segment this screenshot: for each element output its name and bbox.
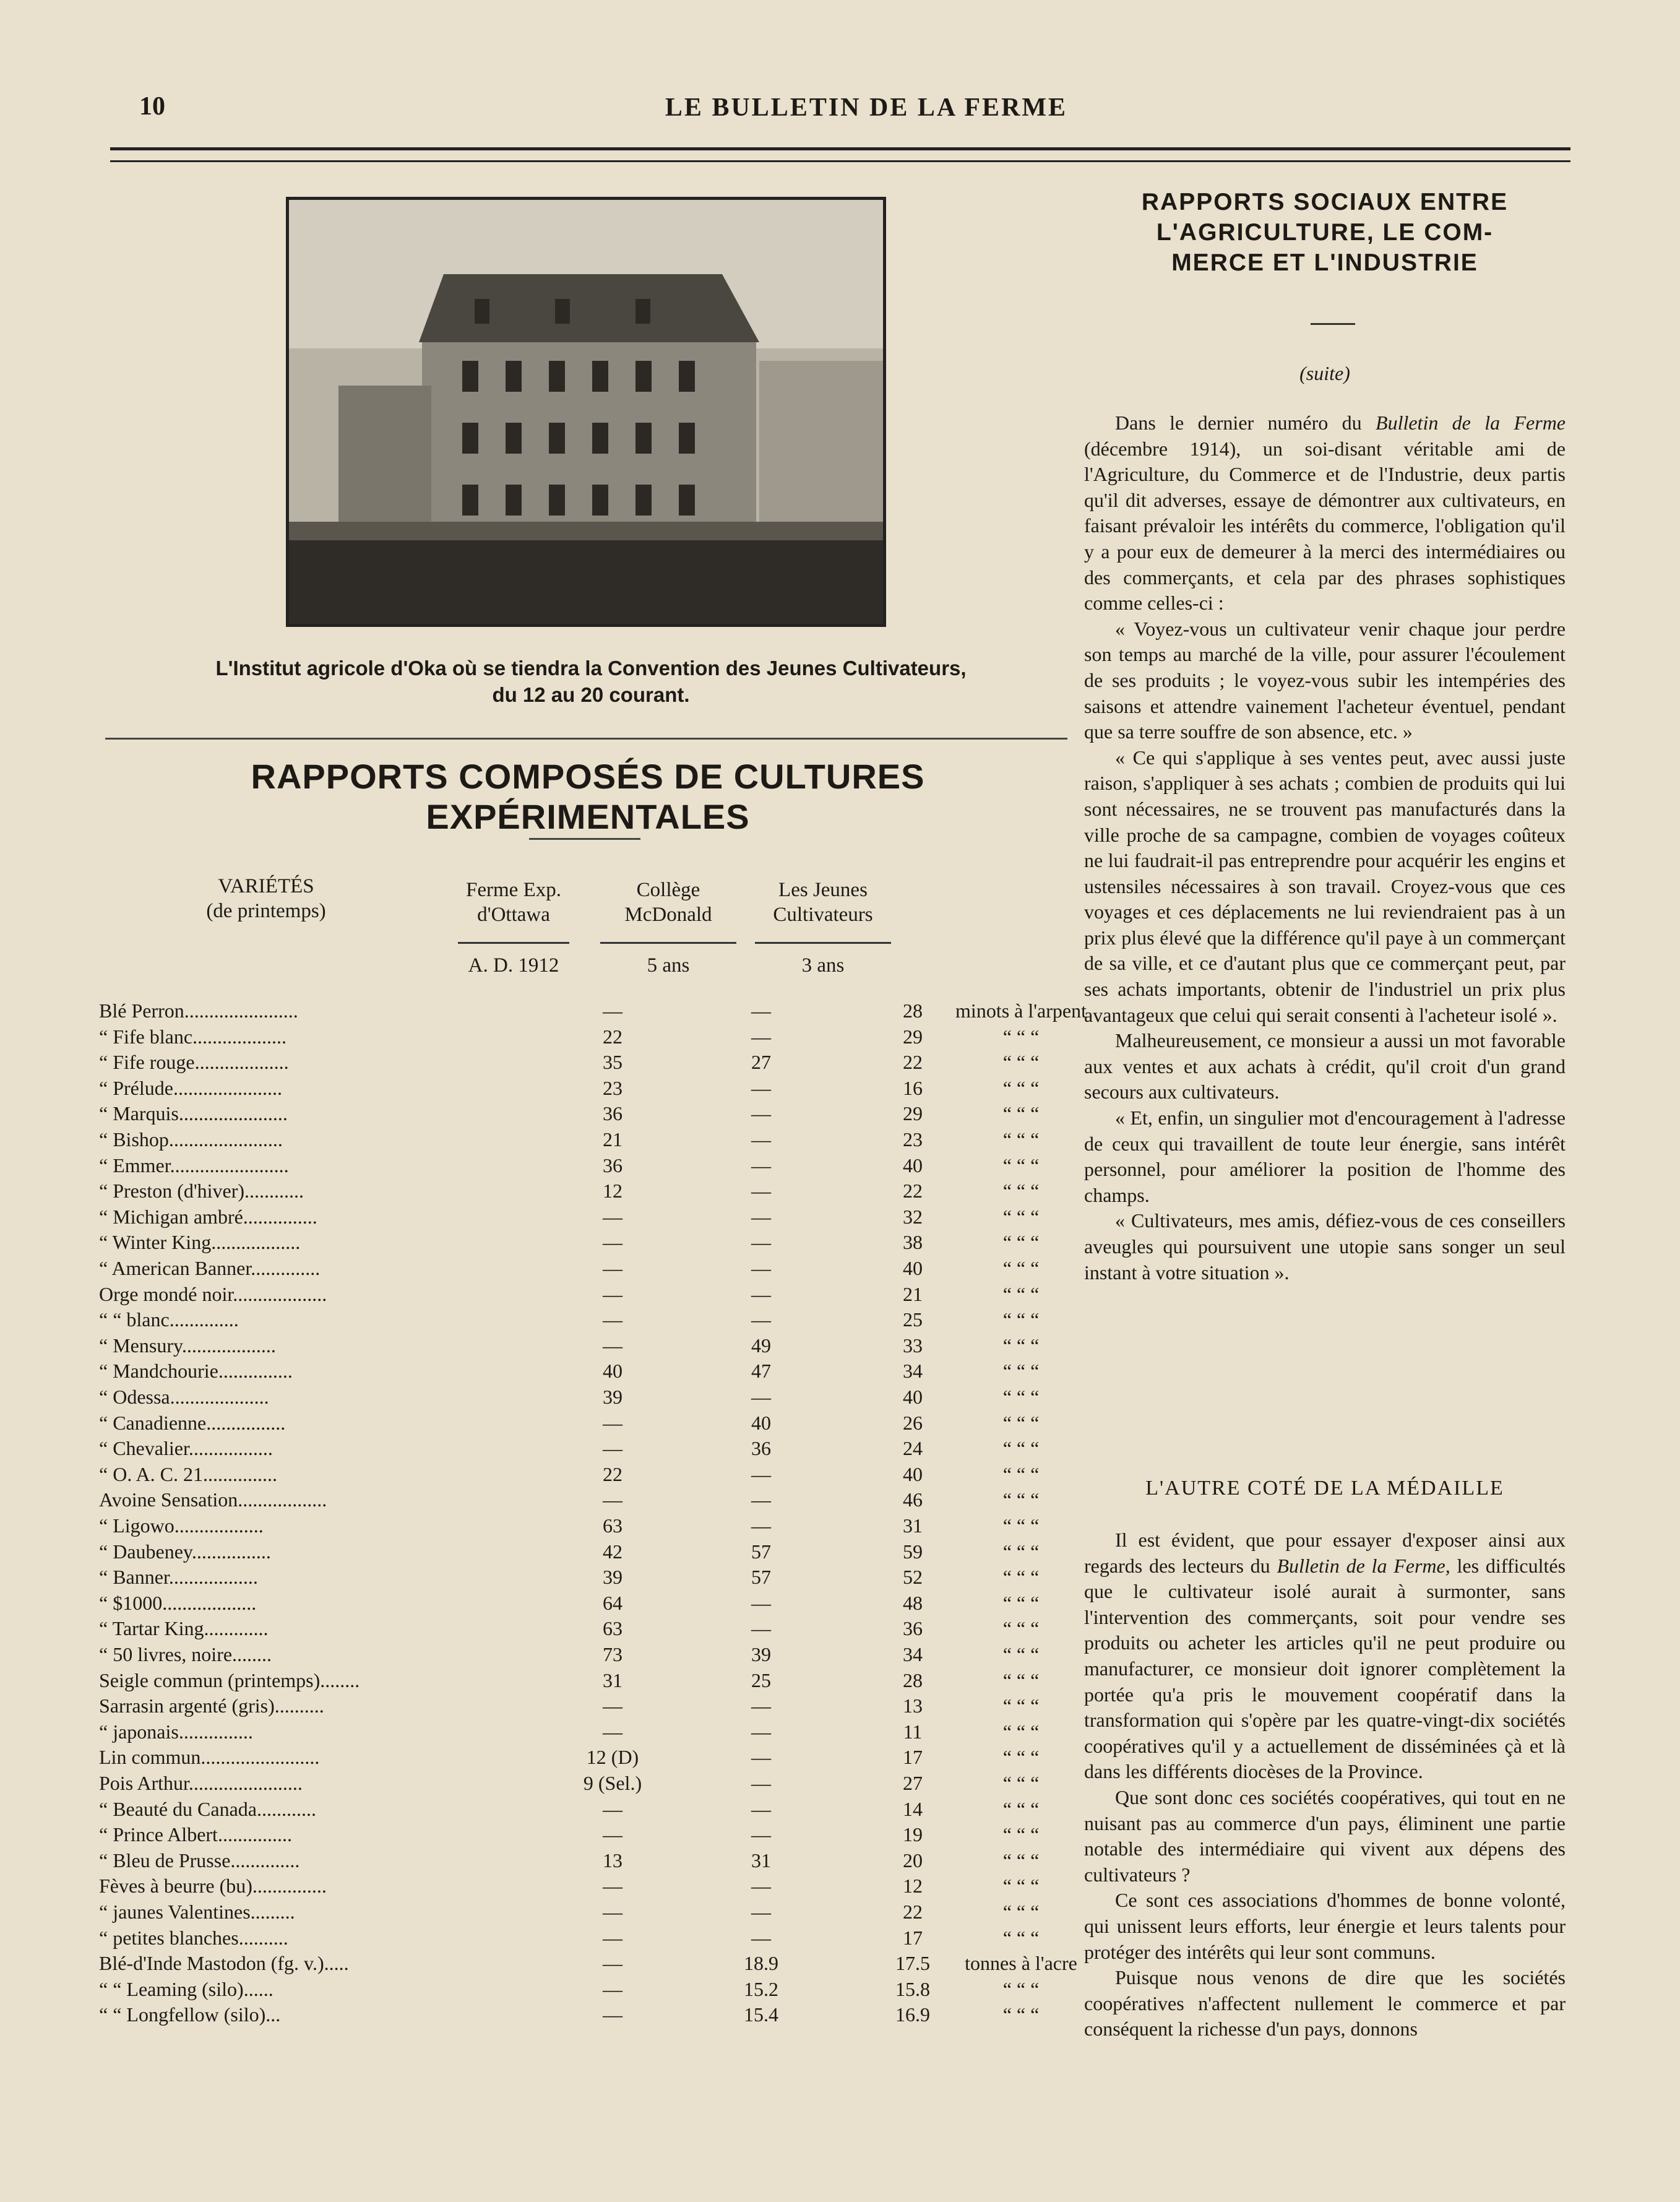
- value-ottawa: —: [603, 1308, 622, 1331]
- value-ottawa: —: [603, 1720, 622, 1743]
- unit-label: “ “ “: [1002, 1231, 1040, 1254]
- unit-label: “ “ “: [1002, 1386, 1040, 1408]
- unit-label: “ “ “: [1002, 1772, 1040, 1794]
- value-jeunes: 15.8: [895, 1977, 930, 2000]
- value-mcdonald: 25: [751, 1669, 771, 1691]
- value-mcdonald: —: [751, 1257, 771, 1279]
- variety-name: “ Chevalier.................: [99, 1437, 273, 1460]
- photo-caption-line1: L'Institut agricole d'Oka où se tiendra la Convention des Jeunes Cultivateurs,: [215, 657, 967, 680]
- value-mcdonald: 47: [751, 1360, 771, 1383]
- unit-label: “ “ “: [1002, 1360, 1040, 1383]
- table-row: [99, 1745, 1077, 1770]
- value-jeunes: 22: [903, 1180, 923, 1202]
- value-jeunes: 28: [903, 1000, 923, 1022]
- column-header-varietes: [130, 874, 402, 923]
- article2-paragraph: Ce sont ces associations d'hommes de bonne volonté, qui unissent leurs efforts, leur énergie et leurs talents pour protéger des intérêts qui leur sont communs.: [1084, 1889, 1566, 1963]
- value-ottawa: 22: [603, 1462, 622, 1485]
- table-row: [99, 1539, 1077, 1565]
- value-ottawa: 12: [603, 1180, 622, 1202]
- unit-label: “ “ “: [1002, 1540, 1040, 1563]
- value-jeunes: 52: [903, 1566, 923, 1589]
- value-ottawa: 35: [603, 1051, 622, 1074]
- photo-caption-line2: du 12 au 20 courant.: [492, 683, 690, 706]
- column-header-jeunes: [749, 878, 897, 927]
- value-jeunes: 26: [903, 1411, 923, 1434]
- table-row: [99, 1436, 1077, 1461]
- variety-name: “ petites blanches..........: [99, 1926, 288, 1949]
- article2-paragraph: [1084, 1527, 1566, 1785]
- value-jeunes: 13: [903, 1695, 923, 1717]
- value-ottawa: —: [603, 1437, 622, 1460]
- value-ottawa: 39: [603, 1566, 622, 1589]
- value-ottawa: —: [603, 1901, 622, 1923]
- variety-name: “ jaunes Valentines.........: [99, 1901, 295, 1923]
- col-jeunes-line1: Les Jeunes: [778, 879, 868, 901]
- table-row: [99, 1024, 1077, 1050]
- unit-label: “ “ “: [1002, 1746, 1040, 1769]
- unit-label: “ “ “: [1002, 1076, 1040, 1099]
- unit-label: “ “ “: [1002, 1591, 1040, 1614]
- table-title: RAPPORTS COMPOSÉS DE CULTURES EXPÉRIMENTALES: [251, 757, 925, 836]
- variety-name: “ Canadienne................: [99, 1411, 286, 1434]
- unit-label: “ “ “: [1002, 1128, 1040, 1151]
- value-jeunes: 22: [903, 1901, 923, 1923]
- value-ottawa: 40: [603, 1360, 622, 1383]
- value-jeunes: 28: [903, 1669, 923, 1691]
- value-jeunes: 17.5: [895, 1952, 930, 1975]
- text-run: les difficultés que le cultivateur isolé aurait à surmonter, sans l'intervention des commerçants, soit pour vendre ses produits ou acheter les articles qu'il ne peut produire ou manufacturer, ce monsieur doit ignorer complètement la portée qu'a pris le mouvement coopératif dans la transformation qui s'opère par les quatre-vingt-dix sociétés coopératives qu'il y a actuellement de disséminées çà et là dans les différents diocèses de la Province.: [1084, 1554, 1566, 1783]
- unit-label: “ “ “: [1002, 1488, 1040, 1511]
- value-jeunes: 27: [903, 1772, 923, 1794]
- section-rule: [105, 738, 1067, 740]
- variety-name: “ japonais...............: [99, 1720, 253, 1743]
- value-jeunes: 29: [903, 1025, 923, 1048]
- variety-name: “ Prélude......................: [99, 1076, 282, 1099]
- variety-name: Blé Perron.......................: [99, 1000, 298, 1022]
- value-ottawa: 9 (Sel.): [583, 1772, 642, 1794]
- variety-name: Avoine Sensation..................: [99, 1488, 327, 1511]
- sub-header-jeunes: 3 ans: [801, 954, 845, 977]
- variety-name: Blé-d'Inde Mastodon (fg. v.).....: [99, 1952, 349, 1975]
- value-ottawa: 73: [603, 1643, 622, 1665]
- variety-name: “ Mensury...................: [99, 1334, 276, 1357]
- value-mcdonald: —: [751, 1386, 771, 1408]
- article1-body: [1084, 410, 1566, 1285]
- variety-name: “ “ blanc..............: [99, 1308, 239, 1331]
- value-jeunes: 48: [903, 1591, 923, 1614]
- unit-label: “ “ “: [1002, 1180, 1040, 1202]
- value-mcdonald: —: [751, 1926, 771, 1949]
- variety-name: “ American Banner..............: [99, 1257, 321, 1279]
- col-mcdonald-line1: Collège: [636, 879, 700, 901]
- variety-name: “ “ Leaming (silo)......: [99, 1977, 274, 2000]
- table-row: [99, 1358, 1077, 1384]
- value-ottawa: 21: [603, 1128, 622, 1151]
- value-jeunes: 59: [903, 1540, 923, 1563]
- value-mcdonald: —: [751, 1308, 771, 1331]
- value-mcdonald: —: [751, 1128, 771, 1151]
- value-ottawa: —: [603, 1205, 622, 1228]
- unit-label: “ “ “: [1002, 1462, 1040, 1485]
- value-ottawa: —: [603, 1334, 622, 1357]
- value-mcdonald: —: [751, 1617, 771, 1640]
- value-ottawa: 39: [603, 1386, 622, 1408]
- photo-caption: [161, 655, 1021, 708]
- article1-paragraph: Malheureusement, ce monsieur a aussi un mot favorable aux ventes et aux achats à crédit, qu'il croit d'un grand secours aux cultivateurs.: [1084, 1029, 1566, 1103]
- unit-label: “ “ “: [1002, 1257, 1040, 1279]
- value-jeunes: 17: [903, 1926, 923, 1949]
- value-jeunes: 31: [903, 1514, 923, 1537]
- unit-label: “ “ “: [1002, 1025, 1040, 1048]
- article1-title-line2: L'AGRICULTURE, LE COM-: [1156, 219, 1494, 246]
- value-mcdonald: —: [751, 1000, 771, 1022]
- variety-name: “ Bishop.......................: [99, 1128, 283, 1151]
- text-run: (décembre 1914), un soi-disant véritable ami de l'Agriculture, du Commerce et de l'Industrie, deux partis qu'il dit adverses, essaye de démontrer aux cultivateurs, en faisant prévaloir les intérêts du commerce, l'obligation qu'il y a pour eux de demeurer à la merci des intermédiaires ou des commerçants, et cela par des phrases sophistiques comme celles-ci :: [1084, 437, 1566, 615]
- value-jeunes: 14: [903, 1797, 923, 1820]
- article1-title-line1: RAPPORTS SOCIAUX ENTRE: [1141, 189, 1509, 215]
- value-ottawa: —: [603, 1488, 622, 1511]
- value-mcdonald: —: [751, 1772, 771, 1794]
- value-jeunes: 32: [903, 1205, 923, 1228]
- value-jeunes: 36: [903, 1617, 923, 1640]
- value-mcdonald: —: [751, 1025, 771, 1048]
- value-ottawa: 63: [603, 1617, 622, 1640]
- value-jeunes: 33: [903, 1334, 923, 1357]
- table-row: [99, 1410, 1077, 1436]
- col-ottawa-line1: Ferme Exp.: [466, 879, 561, 901]
- table-row: [99, 1797, 1077, 1822]
- unit-label: “ “ “: [1002, 1617, 1040, 1640]
- unit-label: “ “ “: [1002, 1282, 1040, 1305]
- value-mcdonald: —: [751, 1462, 771, 1485]
- variety-name: “ Banner..................: [99, 1566, 258, 1589]
- page-header-title: LE BULLETIN DE LA FERME: [665, 93, 1068, 122]
- unit-label: “ “ “: [1002, 1875, 1040, 1898]
- value-jeunes: 21: [903, 1282, 923, 1305]
- unit-label: “ “ “: [1002, 1051, 1040, 1074]
- value-jeunes: 29: [903, 1102, 923, 1125]
- article1-paragraph: « Cultivateurs, mes amis, défiez-vous de ces conseillers aveugles qui poursuivent une utopie sans songer un seul instant à votre situation ».: [1084, 1209, 1566, 1284]
- unit-label: “ “ “: [1002, 1154, 1040, 1177]
- value-mcdonald: —: [751, 1282, 771, 1305]
- variety-name: Fèves à beurre (bu)...............: [99, 1875, 327, 1898]
- table-row: [99, 1771, 1077, 1796]
- table-row: [99, 1951, 1077, 1976]
- unit-label: “ “ “: [1002, 1720, 1040, 1743]
- variety-name: “ 50 livres, noire........: [99, 1643, 272, 1665]
- unit-label: tonnes à l'acre: [965, 1952, 1077, 1975]
- variety-name: “ Emmer........................: [99, 1154, 289, 1177]
- table-row: [99, 1256, 1077, 1281]
- value-mcdonald: —: [751, 1514, 771, 1537]
- col-ottawa-line2: d'Ottawa: [477, 904, 550, 926]
- value-mcdonald: —: [751, 1488, 771, 1511]
- page-number: 10: [139, 92, 165, 121]
- table-row: [99, 1565, 1077, 1590]
- variety-name: “ Preston (d'hiver)............: [99, 1180, 304, 1202]
- variety-name: “ Bleu de Prusse..............: [99, 1849, 300, 1872]
- value-mcdonald: —: [751, 1076, 771, 1099]
- variety-name: Lin commun........................: [99, 1746, 320, 1769]
- variety-name: “ “ Longfellow (silo)...: [99, 2003, 281, 2026]
- value-jeunes: 40: [903, 1154, 923, 1177]
- col-varietes-line2: (de printemps): [206, 900, 326, 922]
- value-ottawa: 42: [603, 1540, 622, 1563]
- table-row: [99, 998, 1087, 1024]
- value-ottawa: 64: [603, 1591, 622, 1614]
- value-ottawa: —: [603, 1875, 622, 1898]
- value-jeunes: 16: [903, 1076, 923, 1099]
- value-jeunes: 46: [903, 1488, 923, 1511]
- value-mcdonald: —: [751, 1901, 771, 1923]
- value-jeunes: 11: [903, 1720, 923, 1743]
- table-row: [99, 1822, 1077, 1847]
- column-header-ottawa: [449, 878, 579, 927]
- table-row: [99, 1282, 1077, 1307]
- variety-name: “ Tartar King.............: [99, 1617, 269, 1640]
- article2-title: L'AUTRE COTÉ DE LA MÉDAILLE: [1145, 1477, 1504, 1500]
- value-mcdonald: —: [751, 1746, 771, 1769]
- variety-name: “ Fife blanc...................: [99, 1025, 287, 1048]
- unit-label: “ “ “: [1002, 1566, 1040, 1589]
- value-mcdonald: 15.2: [744, 1977, 778, 2000]
- variety-name: Sarrasin argenté (gris)..........: [99, 1695, 324, 1717]
- col-varietes-line1: VARIÉTÉS: [218, 875, 314, 897]
- unit-label: “ “ “: [1002, 1308, 1040, 1331]
- value-mcdonald: —: [751, 1797, 771, 1820]
- table-title-rule: [529, 838, 640, 840]
- col-jeunes-line2: Cultivateurs: [773, 904, 873, 926]
- table-row: [99, 1693, 1077, 1719]
- unit-label: “ “ “: [1002, 1669, 1040, 1691]
- variety-name: “ O. A. C. 21...............: [99, 1462, 277, 1485]
- table-row: [99, 1153, 1077, 1178]
- article1-suite: (suite): [1299, 362, 1350, 384]
- value-ottawa: —: [603, 1282, 622, 1305]
- article2-body: [1084, 1527, 1566, 2042]
- table-row: [99, 1384, 1077, 1410]
- value-jeunes: 40: [903, 1386, 923, 1408]
- unit-label: “ “ “: [1002, 1695, 1040, 1717]
- table-row: [99, 1513, 1077, 1539]
- table-row: [99, 1101, 1077, 1126]
- unit-label: minots à l'arpent: [955, 1000, 1087, 1022]
- value-mcdonald: —: [751, 1695, 771, 1717]
- value-jeunes: 19: [903, 1823, 923, 1846]
- table-row: [99, 1642, 1077, 1667]
- table-row: [99, 1487, 1077, 1513]
- value-ottawa: 63: [603, 1514, 622, 1537]
- variety-name: Seigle commun (printemps)........: [99, 1669, 360, 1691]
- variety-name: “ Michigan ambré...............: [99, 1205, 317, 1228]
- article2-paragraph: Que sont donc ces sociétés coopératives, qui tout en ne nuisant pas au commerce d'un pays, éliminent une partie notable des intermédiaire qui vivent aux dépens des cultivateurs ?: [1084, 1785, 1566, 1886]
- value-jeunes: 38: [903, 1231, 923, 1254]
- value-ottawa: 36: [603, 1154, 622, 1177]
- unit-label: “ “ “: [1002, 1643, 1040, 1665]
- table-row: [99, 1127, 1077, 1152]
- value-jeunes: 22: [903, 1051, 923, 1074]
- value-ottawa: 13: [603, 1849, 622, 1872]
- building-illustration: [289, 200, 883, 624]
- article1-title-line3: MERCE ET L'INDUSTRIE: [1171, 249, 1478, 276]
- article1-paragraph: « Et, enfin, un singulier mot d'encouragement à l'adresse de ceux qui travaillent de toute leur énergie, sans intérêt personnel, pour améliorer la position de l'homme des champs.: [1084, 1107, 1566, 1206]
- value-ottawa: 31: [603, 1669, 622, 1691]
- header-double-rule: [110, 147, 1570, 162]
- table-row: [99, 1848, 1077, 1873]
- variety-name: “ Prince Albert...............: [99, 1823, 292, 1846]
- text-run: Dans le dernier numéro du: [1115, 412, 1376, 434]
- value-mcdonald: —: [751, 1875, 771, 1898]
- value-ottawa: 36: [603, 1102, 622, 1125]
- unit-label: “ “ “: [1002, 1926, 1040, 1949]
- value-mcdonald: 15.4: [744, 2003, 778, 2026]
- value-jeunes: 23: [903, 1128, 923, 1151]
- table-row: [99, 1719, 1077, 1745]
- unit-label: “ “ “: [1002, 1514, 1040, 1537]
- value-ottawa: —: [603, 1977, 622, 2000]
- unit-label: “ “ “: [1002, 1334, 1040, 1357]
- unit-label: “ “ “: [1002, 1849, 1040, 1872]
- value-mcdonald: —: [751, 1102, 771, 1125]
- column-header-mcdonald: [603, 878, 733, 927]
- table-row: [99, 1925, 1077, 1951]
- value-ottawa: —: [603, 1952, 622, 1975]
- value-mcdonald: 49: [751, 1334, 771, 1357]
- value-ottawa: —: [603, 1000, 622, 1022]
- table-row: [99, 1462, 1077, 1487]
- value-ottawa: 22: [603, 1025, 622, 1048]
- value-mcdonald: —: [751, 1720, 771, 1743]
- variety-name: “ Fife rouge...................: [99, 1051, 289, 1074]
- article1-paragraph: « Ce qui s'applique à ses ventes peut, avec aussi juste raison, s'appliquer à ses achats ; combien de produits qui lui sont nécessaires, ne se trouvent pas manufacturés dans la ville proche de sa campagne, combien de voyages coûteux ne lui faudrait-il pas entreprendre pour acquérir les engins et ustensiles nécessaires à son travail. Croyez-vous que ces voyages et ces déplacements ne lui reviendraient pas à un prix plus élevé que la différence qu'il paye à un commerçant de sa ville, et ce d'autant plus que ce commerçant peut, par ses achats importants, obtenir de l'industriel un prix plus avantageux que celui qui serait consenti à l'acheteur isolé ».: [1084, 746, 1566, 1026]
- value-ottawa: —: [603, 1257, 622, 1279]
- unit-label: “ “ “: [1002, 1205, 1040, 1228]
- variety-name: “ Odessa....................: [99, 1386, 269, 1408]
- value-mcdonald: —: [751, 1591, 771, 1614]
- value-jeunes: 34: [903, 1360, 923, 1383]
- variety-name: “ Marquis......................: [99, 1102, 288, 1125]
- value-jeunes: 40: [903, 1462, 923, 1485]
- variety-name: “ Beauté du Canada............: [99, 1797, 316, 1820]
- value-jeunes: 24: [903, 1437, 923, 1460]
- variety-name: “ $1000...................: [99, 1591, 257, 1614]
- unit-label: “ “ “: [1002, 1437, 1040, 1460]
- value-mcdonald: 57: [751, 1540, 771, 1563]
- value-mcdonald: —: [751, 1154, 771, 1177]
- table-row: [99, 1899, 1077, 1925]
- column-rule-jeunes: [755, 942, 891, 944]
- value-jeunes: 12: [903, 1875, 923, 1898]
- table-row: [99, 1977, 1077, 2002]
- table-row: [99, 1591, 1077, 1616]
- table-row: [99, 1307, 1077, 1332]
- value-ottawa: —: [603, 1926, 622, 1949]
- col-mcdonald-line2: McDonald: [624, 904, 712, 926]
- unit-label: “ “ “: [1002, 1102, 1040, 1125]
- value-ottawa: 23: [603, 1076, 622, 1099]
- value-mcdonald: 40: [751, 1411, 771, 1434]
- value-ottawa: —: [603, 1695, 622, 1717]
- article2-paragraph: Puisque nous venons de dire que les sociétés coopératives n'affectent nullement le commerce et par conséquent la richesse d'un pays, donnons: [1084, 1966, 1566, 2040]
- column-rule-mcdonald: [600, 942, 736, 944]
- value-mcdonald: 31: [751, 1849, 771, 1872]
- variety-name: “ Daubeney................: [99, 1540, 271, 1563]
- value-ottawa: —: [603, 1231, 622, 1254]
- italic-title: Bulletin de la Ferme: [1376, 412, 1566, 434]
- value-mcdonald: —: [751, 1180, 771, 1202]
- unit-label: “ “ “: [1002, 1977, 1040, 2000]
- value-ottawa: —: [603, 1823, 622, 1846]
- variety-name: “ Mandchourie...............: [99, 1360, 293, 1383]
- unit-label: “ “ “: [1002, 2003, 1040, 2026]
- column-rule-ottawa: [458, 942, 569, 944]
- sub-header-mcdonald: 5 ans: [647, 954, 690, 977]
- unit-label: “ “ “: [1002, 1411, 1040, 1434]
- article1-paragraph: [1084, 410, 1566, 616]
- value-mcdonald: —: [751, 1205, 771, 1228]
- unit-label: “ “ “: [1002, 1797, 1040, 1820]
- value-ottawa: —: [603, 1411, 622, 1434]
- table-row: [99, 1230, 1077, 1255]
- sub-header-ottawa: A. D. 1912: [468, 954, 559, 977]
- variety-name: Pois Arthur.......................: [99, 1772, 303, 1794]
- value-ottawa: 12 (D): [586, 1746, 639, 1769]
- value-ottawa: —: [603, 2003, 622, 2026]
- value-mcdonald: 18.9: [744, 1952, 778, 1975]
- value-jeunes: 25: [903, 1308, 923, 1331]
- table-row: [99, 1333, 1077, 1358]
- table-row: [99, 1050, 1077, 1075]
- table-row: [99, 2002, 1077, 2027]
- table-row: [99, 1076, 1077, 1101]
- table-row: [99, 1178, 1077, 1204]
- unit-label: “ “ “: [1002, 1823, 1040, 1846]
- value-jeunes: 40: [903, 1257, 923, 1279]
- value-jeunes: 20: [903, 1849, 923, 1872]
- variety-name: Orge mondé noir...................: [99, 1282, 327, 1305]
- table-row: [99, 1204, 1077, 1230]
- variety-name: “ Ligowo..................: [99, 1514, 264, 1537]
- photo-institut-oka: [286, 197, 886, 627]
- article1-title-rule: [1311, 323, 1355, 325]
- unit-label: “ “ “: [1002, 1901, 1040, 1923]
- value-mcdonald: 57: [751, 1566, 771, 1589]
- italic-title: Bulletin de la Ferme,: [1277, 1554, 1450, 1577]
- value-mcdonald: 39: [751, 1643, 771, 1665]
- table-row: [99, 1668, 1077, 1693]
- article1-title: [1084, 187, 1566, 278]
- variety-name: “ Winter King..................: [99, 1231, 301, 1254]
- article1-paragraph: « Voyez-vous un cultivateur venir chaque jour perdre son temps au marché de la ville, pour assurer l'écoulement de ses produits ; le voyez-vous subir les intempéries des saisons et attendre vainement l'acheteur éventuel, pendant que sa terre souffre de son absence, etc. »: [1084, 617, 1566, 743]
- value-jeunes: 17: [903, 1746, 923, 1769]
- value-jeunes: 34: [903, 1643, 923, 1665]
- table-row: [99, 1873, 1077, 1899]
- value-jeunes: 16.9: [895, 2003, 930, 2026]
- value-mcdonald: —: [751, 1231, 771, 1254]
- value-mcdonald: —: [751, 1823, 771, 1846]
- value-mcdonald: 27: [751, 1051, 771, 1074]
- table-row: [99, 1616, 1077, 1641]
- value-mcdonald: 36: [751, 1437, 771, 1460]
- value-ottawa: —: [603, 1797, 622, 1820]
- text-run: Il est évident, que pour essayer d'exposer ainsi aux regards des lecteurs du: [1084, 1529, 1566, 1577]
